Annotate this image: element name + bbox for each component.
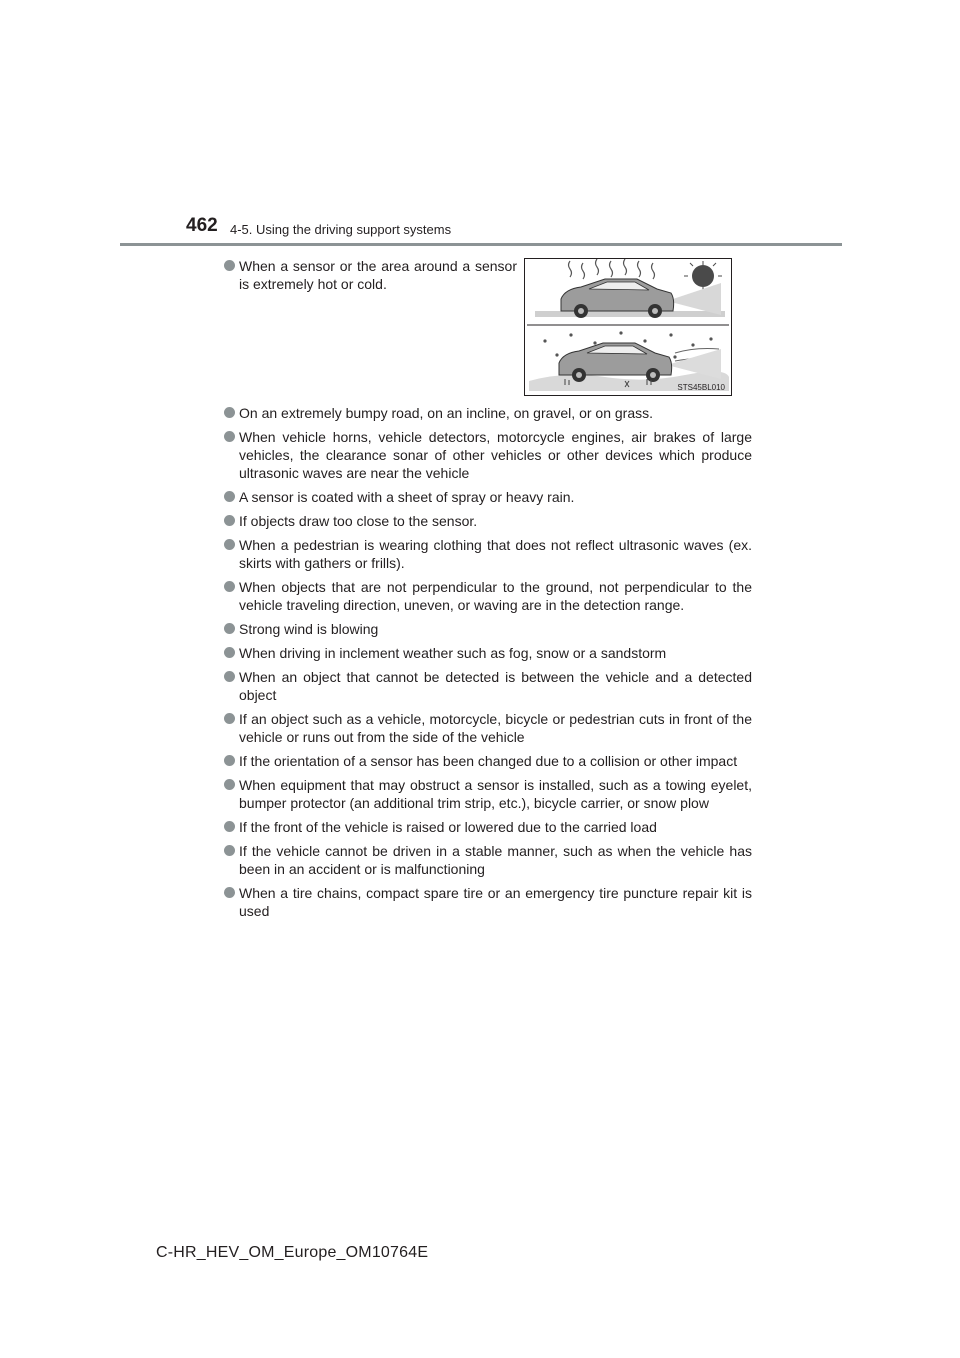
bullet-icon	[224, 491, 235, 502]
bullet-icon	[224, 539, 235, 550]
bullet-icon	[224, 845, 235, 856]
list-item-text: When an object that cannot be detected is between the vehicle and a detected object	[239, 669, 752, 703]
list-item	[224, 404, 752, 422]
condition-list	[224, 404, 752, 926]
sensor-weather-illustration	[524, 258, 732, 396]
bullet-icon	[224, 431, 235, 442]
list-item	[224, 428, 752, 482]
list-item-text: If the vehicle cannot be driven in a stable manner, such as when the vehicle has been in an accident or is malfunctioning	[239, 843, 752, 877]
list-item-text: When vehicle horns, vehicle detectors, motorcycle engines, air brakes of large vehicles, the clearance sonar of other vehicles or other devices which produce ultrasonic waves are near the vehicle	[239, 429, 752, 481]
bullet-icon	[224, 623, 235, 634]
list-item	[224, 620, 752, 638]
illustration-code: STS45BL010	[677, 383, 725, 392]
list-item-text: If an object such as a vehicle, motorcycle, bicycle or pedestrian cuts in front of the vehicle or runs out from the side of the vehicle	[239, 711, 752, 745]
bullet-icon	[224, 755, 235, 766]
document-id-footer: C-HR_HEV_OM_Europe_OM10764E	[156, 1244, 429, 1261]
list-item-text: If the orientation of a sensor has been changed due to a collision or other impact	[239, 753, 738, 769]
list-item	[224, 776, 752, 812]
list-item	[224, 644, 752, 662]
list-item-text: When a sensor or the area around a sensor is extremely hot or cold.	[239, 258, 517, 292]
list-item	[224, 257, 517, 293]
list-item	[224, 884, 752, 920]
bullet-icon	[224, 581, 235, 592]
list-item	[224, 488, 752, 506]
list-item	[224, 752, 752, 770]
list-item	[224, 818, 752, 836]
list-item-text: If the front of the vehicle is raised or lowered due to the carried load	[239, 819, 657, 835]
bullet-icon	[224, 821, 235, 832]
bullet-icon	[224, 260, 235, 271]
section-title: 4-5. Using the driving support systems	[230, 222, 452, 237]
page-number: 462	[186, 215, 218, 236]
list-item-text: Strong wind is blowing	[239, 621, 379, 637]
illustration-code-layer	[525, 259, 731, 395]
bullet-icon	[224, 515, 235, 526]
list-item-text: A sensor is coated with a sheet of spray or heavy rain.	[239, 489, 575, 505]
list-item	[224, 512, 752, 530]
bullet-icon	[224, 713, 235, 724]
list-item	[224, 536, 752, 572]
header-rule	[120, 243, 842, 246]
list-item-text: When driving in inclement weather such as fog, snow or a sandstorm	[239, 645, 667, 661]
list-item	[224, 842, 752, 878]
list-item	[224, 710, 752, 746]
list-item-text: When equipment that may obstruct a sensor is installed, such as a towing eyelet, bumper protector (an additional trim strip, etc.), bicycle carrier, or snow plow	[239, 777, 752, 811]
list-item-text: If objects draw too close to the sensor.	[239, 513, 478, 529]
list-item	[224, 578, 752, 614]
bullet-icon	[224, 671, 235, 682]
list-item-text: When objects that are not perpendicular to the ground, not perpendicular to the vehicle traveling direction, uneven, or waving are in the detection range.	[239, 579, 752, 613]
bullet-icon	[224, 887, 235, 898]
bullet-icon	[224, 779, 235, 790]
list-item-text: On an extremely bumpy road, on an incline, on gravel, or on grass.	[239, 405, 653, 421]
list-item-text: When a tire chains, compact spare tire or an emergency tire puncture repair kit is used	[239, 885, 752, 919]
list-item-text: When a pedestrian is wearing clothing that does not reflect ultrasonic waves (ex. skirts with gathers or frills).	[239, 537, 752, 571]
list-item	[224, 668, 752, 704]
bullet-icon	[224, 647, 235, 658]
bullet-icon	[224, 407, 235, 418]
